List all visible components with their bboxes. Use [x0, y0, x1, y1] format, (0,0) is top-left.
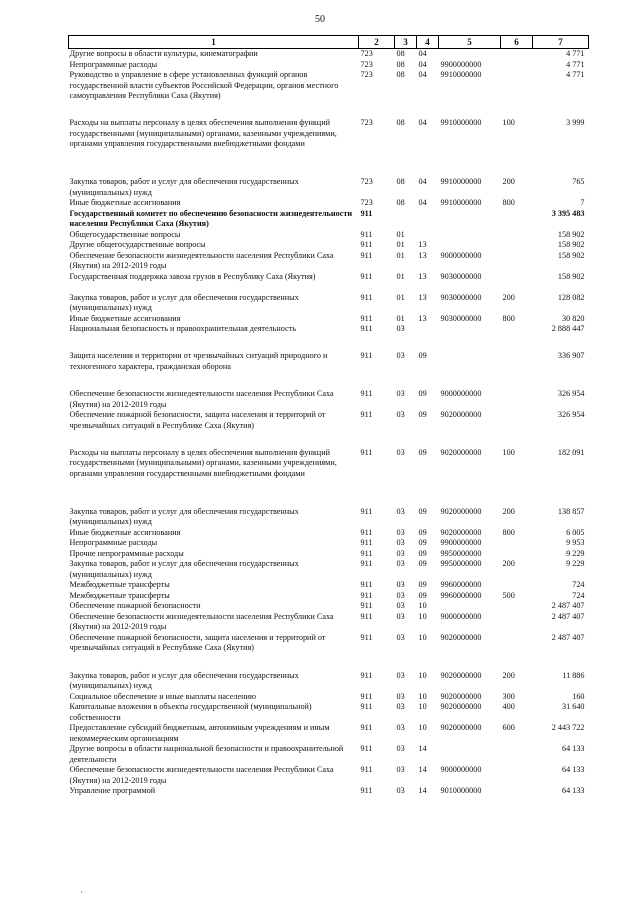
table-row [69, 702, 589, 723]
admin-code-cell: 911 [360, 271, 373, 281]
subsection-code-cell: 14 [418, 744, 427, 754]
target-code-cell: 9910000000 [440, 177, 482, 187]
admin-code-cell: 911 [360, 611, 373, 621]
admin-code-cell: 723 [360, 70, 373, 79]
table-row [69, 507, 589, 528]
expense-type-cell [501, 240, 533, 251]
subsection-code-cell: 14 [418, 786, 427, 796]
target-code-cell [439, 324, 501, 351]
admin-code-cell: 911 [360, 786, 373, 796]
target-code-cell: 9000000000 [440, 765, 482, 775]
expense-type-cell [501, 272, 533, 293]
subsection-code-cell: 09 [418, 538, 427, 548]
section-code-cell: 03 [396, 632, 405, 642]
column-header-2: 2 [359, 36, 395, 49]
amount-cell: 30 820 [561, 313, 585, 323]
table-row [69, 744, 589, 765]
amount-cell: 4 771 [566, 59, 585, 69]
admin-code-cell: 911 [360, 580, 373, 590]
row-name-cell: Непрограммные расходы [69, 538, 158, 548]
target-code-cell: 9900000000 [440, 538, 482, 548]
row-name-cell: Общегосударственные вопросы [69, 229, 181, 239]
expense-type-cell [501, 251, 533, 272]
target-code-cell [439, 351, 501, 389]
subsection-code-cell: 14 [418, 765, 427, 775]
target-code-cell: 9030000000 [440, 313, 482, 323]
admin-code-cell: 911 [360, 702, 373, 712]
subsection-code-cell: 10 [418, 702, 427, 712]
expense-type-cell: 200 [502, 177, 515, 187]
row-name-cell: Предоставление субсидий бюджетным, автономным учреждениям и иным некоммерческим организациям [69, 723, 330, 743]
table-row [69, 351, 589, 389]
admin-code-cell: 911 [360, 765, 373, 775]
amount-cell: 158 902 [557, 271, 585, 281]
expense-type-cell [501, 209, 533, 230]
section-code-cell: 03 [396, 611, 405, 621]
admin-code-cell: 911 [360, 410, 373, 420]
table-row [69, 209, 589, 230]
section-code-cell: 01 [396, 250, 405, 260]
table-row [69, 765, 589, 786]
target-code-cell: 9910000000 [440, 198, 482, 208]
expense-type-cell [501, 324, 533, 351]
admin-code-cell: 911 [360, 447, 373, 457]
row-name-cell: Иные бюджетные ассигнования [69, 527, 181, 537]
section-code-cell: 01 [396, 271, 405, 281]
admin-code-cell: 911 [360, 691, 373, 701]
admin-code-cell: 911 [360, 351, 373, 361]
subsection-code-cell: 04 [418, 118, 427, 128]
target-code-cell: 9000000000 [440, 250, 482, 260]
row-name-cell: Руководство и управление в сфере установленных функций органов государственной власти субъектов Российской Федерации, органов местного самоуправления Республики Саха (Якутия) [69, 70, 339, 100]
section-code-cell: 03 [396, 351, 405, 361]
subsection-code-cell [417, 230, 439, 241]
target-code-cell: 9020000000 [440, 670, 482, 680]
target-code-cell: 9900000000 [440, 59, 482, 69]
expense-type-cell [501, 549, 533, 560]
target-code-cell: 9020000000 [440, 527, 482, 537]
amount-cell: 158 902 [557, 229, 585, 239]
amount-cell: 326 954 [557, 389, 585, 399]
section-code-cell: 03 [396, 538, 405, 548]
expense-type-cell [501, 580, 533, 591]
amount-cell: 4 771 [566, 70, 585, 79]
target-code-cell: 9000000000 [440, 611, 482, 621]
target-code-cell [439, 230, 501, 241]
table-row [69, 240, 589, 251]
section-code-cell: 01 [396, 229, 405, 239]
admin-code-cell: 723 [360, 49, 373, 58]
amount-cell: 158 902 [557, 240, 585, 250]
section-code-cell: 08 [396, 49, 405, 58]
expense-type-cell [501, 351, 533, 389]
amount-cell: 3 395 483 [551, 208, 585, 218]
admin-code-cell: 723 [360, 177, 373, 187]
amount-cell: 64 133 [561, 744, 585, 754]
expense-type-cell [501, 230, 533, 241]
row-name-cell: Управление программой [69, 786, 156, 796]
expense-type-cell: 200 [502, 670, 515, 680]
expense-type-cell: 200 [502, 292, 515, 302]
target-code-cell [439, 601, 501, 612]
expense-type-cell: 300 [502, 691, 515, 701]
subsection-code-cell: 10 [418, 601, 427, 611]
expense-type-cell [501, 786, 533, 797]
table-row [69, 549, 589, 560]
target-code-cell: 9960000000 [440, 580, 482, 590]
amount-cell: 158 902 [557, 250, 585, 260]
row-name-cell: Национальная безопасность и правоохранительная деятельность [69, 324, 297, 334]
expense-type-cell [501, 765, 533, 786]
admin-code-cell: 911 [360, 324, 373, 334]
row-name-cell: Обеспечение пожарной безопасности [69, 601, 201, 611]
amount-cell: 6 005 [566, 527, 585, 537]
target-code-cell: 9960000000 [440, 590, 482, 600]
section-code-cell: 01 [396, 292, 405, 302]
table-row [69, 198, 589, 209]
section-code-cell: 03 [396, 765, 405, 775]
row-name-cell: Обеспечение безопасности жизнедеятельности населения Республики Саха (Якутия) на 2012-2019 годы [69, 389, 334, 409]
amount-cell: 326 954 [557, 410, 585, 420]
target-code-cell: 9020000000 [440, 447, 482, 457]
row-name-cell: Другие вопросы в области культуры, кинематографии [69, 49, 258, 58]
target-code-cell: 9910000000 [440, 70, 482, 79]
admin-code-cell: 911 [360, 208, 373, 218]
subsection-code-cell: 10 [418, 691, 427, 701]
subsection-code-cell: 09 [418, 559, 427, 569]
target-code-cell: 9020000000 [440, 702, 482, 712]
table-row [69, 692, 589, 703]
amount-cell: 7 [580, 198, 585, 208]
admin-code-cell: 911 [360, 601, 373, 611]
section-code-cell: 03 [396, 580, 405, 590]
subsection-code-cell: 10 [418, 632, 427, 642]
expense-type-cell [501, 389, 533, 410]
admin-code-cell: 911 [360, 548, 373, 558]
section-code-cell: 03 [396, 548, 405, 558]
expense-type-cell: 600 [502, 723, 515, 733]
scan-mark: · [80, 888, 83, 897]
amount-cell: 2 487 407 [551, 611, 585, 621]
subsection-code-cell: 09 [418, 447, 427, 457]
amount-cell: 9 953 [566, 538, 585, 548]
amount-cell: 128 082 [557, 292, 585, 302]
admin-code-cell: 911 [360, 723, 373, 733]
section-code-cell: 03 [396, 506, 405, 516]
row-name-cell: Обеспечение безопасности жизнедеятельности населения Республики Саха (Якутия) на 2012-2019 годы [69, 611, 334, 632]
row-name-cell: Расходы на выплаты персоналу в целях обеспечения выполнения функций государственными (муниципальными) органами, казенными учреждениями, органами управления государственными внебюджетными фондами [69, 447, 337, 478]
table-row [69, 559, 589, 580]
amount-cell: 2 487 407 [551, 601, 585, 611]
table-row [69, 251, 589, 272]
table-row [69, 601, 589, 612]
expense-type-cell [501, 612, 533, 633]
admin-code-cell: 911 [360, 527, 373, 537]
table-row [69, 60, 589, 71]
target-code-cell: 9950000000 [440, 548, 482, 558]
column-header-5: 5 [439, 36, 501, 49]
table-row [69, 230, 589, 241]
section-code-cell: 03 [396, 786, 405, 796]
subsection-code-cell: 13 [418, 292, 427, 302]
table-row [69, 448, 589, 507]
table-row [69, 528, 589, 539]
amount-cell: 182 091 [557, 447, 585, 457]
target-code-cell [439, 49, 501, 60]
row-name-cell: Прочие непрограммные расходы [69, 548, 184, 558]
subsection-code-cell: 09 [418, 351, 427, 361]
admin-code-cell: 911 [360, 506, 373, 516]
row-name-cell: Закупка товаров, работ и услуг для обеспечения государственных (муниципальных) нужд [69, 292, 299, 313]
section-code-cell: 08 [396, 70, 405, 79]
amount-cell: 9 229 [566, 559, 585, 569]
expense-type-cell [501, 410, 533, 448]
expense-type-cell [501, 538, 533, 549]
column-header-4: 4 [417, 36, 439, 49]
section-code-cell: 08 [396, 118, 405, 128]
admin-code-cell: 723 [360, 198, 373, 208]
amount-cell: 336 907 [557, 351, 585, 361]
row-name-cell: Иные бюджетные ассигнования [69, 198, 181, 208]
subsection-code-cell: 13 [418, 250, 427, 260]
table-row [69, 324, 589, 351]
admin-code-cell: 911 [360, 559, 373, 569]
target-code-cell [439, 209, 501, 230]
table-row [69, 786, 589, 797]
amount-cell: 4 771 [566, 49, 585, 58]
table-row [69, 538, 589, 549]
subsection-code-cell: 10 [418, 670, 427, 680]
section-code-cell: 03 [396, 670, 405, 680]
section-code-cell: 03 [396, 723, 405, 733]
row-name-cell: Межбюджетные трансферты [69, 580, 170, 590]
target-code-cell: 9020000000 [440, 410, 482, 420]
budget-table [68, 35, 589, 797]
target-code-cell: 9020000000 [440, 506, 482, 516]
amount-cell: 64 133 [561, 786, 585, 796]
amount-cell: 3 999 [566, 118, 585, 128]
target-code-cell: 9950000000 [440, 559, 482, 569]
expense-type-cell: 800 [502, 313, 515, 323]
row-name-cell: Иные бюджетные ассигнования [69, 313, 181, 323]
row-name-cell: Непрограммные расходы [69, 59, 158, 69]
table-body [69, 49, 589, 797]
expense-type-cell [501, 60, 533, 71]
admin-code-cell: 911 [360, 670, 373, 680]
row-name-cell: Расходы на выплаты персоналу в целях обеспечения выполнения функций государственными (муниципальными) органами, казенными учреждениями, органами управления государственными внебюджетными фондами [69, 118, 337, 149]
target-code-cell: 9020000000 [440, 691, 482, 701]
expense-type-cell [501, 633, 533, 671]
subsection-code-cell: 10 [418, 723, 427, 733]
subsection-code-cell: 09 [418, 527, 427, 537]
target-code-cell: 9010000000 [440, 786, 482, 796]
column-header-1: 1 [69, 36, 359, 49]
section-code-cell: 03 [396, 702, 405, 712]
table-row [69, 272, 589, 293]
row-name-cell: Межбюджетные трансферты [69, 590, 170, 600]
row-name-cell: Капитальные вложения в объекты государственной (муниципальной) собственности [69, 702, 312, 722]
subsection-code-cell: 13 [418, 271, 427, 281]
row-name-cell: Другие общегосударственные вопросы [69, 240, 206, 250]
row-name-cell: Закупка товаров, работ и услуг для обеспечения государственных (муниципальных) нужд [69, 559, 299, 579]
row-name-cell: Защита населения и территории от чрезвычайных ситуаций природного и техногенного характера, гражданская оборона [69, 351, 328, 371]
table-row [69, 591, 589, 602]
target-code-cell [439, 240, 501, 251]
subsection-code-cell: 04 [418, 49, 427, 58]
table-row [69, 118, 589, 177]
amount-cell: 2 443 722 [551, 723, 585, 733]
row-name-cell: Социальное обеспечение и иные выплаты населению [69, 691, 256, 701]
section-code-cell: 03 [396, 389, 405, 399]
amount-cell: 9 229 [566, 548, 585, 558]
admin-code-cell: 911 [360, 292, 373, 302]
subsection-code-cell: 04 [418, 70, 427, 79]
admin-code-cell: 911 [360, 240, 373, 250]
admin-code-cell: 911 [360, 313, 373, 323]
row-name-cell: Другие вопросы в области национальной безопасности и правоохранительной деятельности [69, 744, 344, 764]
section-code-cell: 03 [396, 559, 405, 569]
admin-code-cell: 723 [360, 59, 373, 69]
target-code-cell: 9030000000 [440, 292, 482, 302]
admin-code-cell: 911 [360, 250, 373, 260]
subsection-code-cell [417, 324, 439, 351]
target-code-cell: 9030000000 [440, 271, 482, 281]
amount-cell: 138 857 [557, 506, 585, 516]
row-name-cell: Обеспечение безопасности жизнедеятельности населения Республики Саха (Якутия) на 2012-2019 годы [69, 765, 334, 785]
subsection-code-cell: 04 [418, 198, 427, 208]
amount-cell: 11 886 [562, 670, 585, 680]
table-row [69, 612, 589, 633]
subsection-code-cell: 13 [418, 313, 427, 323]
expense-type-cell: 200 [502, 559, 515, 569]
amount-cell: 31 640 [561, 702, 585, 712]
target-code-cell: 9020000000 [440, 723, 482, 733]
section-code-cell: 03 [396, 744, 405, 754]
subsection-code-cell: 09 [418, 410, 427, 420]
table-header-row [69, 36, 589, 49]
expense-type-cell [501, 744, 533, 765]
section-code-cell: 08 [396, 59, 405, 69]
row-name-cell: Обеспечение пожарной безопасности, защита населения и территорий от чрезвычайных ситуаций в Республике Саха (Якутия) [69, 410, 326, 430]
amount-cell: 2 888 447 [551, 324, 585, 334]
subsection-code-cell: 09 [418, 506, 427, 516]
expense-type-cell [501, 601, 533, 612]
table-row [69, 70, 589, 118]
row-name-cell: Государственная поддержка завоза грузов в Республику Саха (Якутия) [69, 271, 316, 281]
subsection-code-cell: 13 [418, 240, 427, 250]
target-code-cell: 9000000000 [440, 389, 482, 399]
subsection-code-cell: 09 [418, 389, 427, 399]
row-name-cell: Закупка товаров, работ и услуг для обеспечения государственных (муниципальных) нужд [69, 177, 299, 197]
table-row [69, 671, 589, 692]
target-code-cell: 9910000000 [440, 118, 482, 128]
column-header-7: 7 [533, 36, 589, 49]
amount-cell: 160 [572, 691, 585, 701]
section-code-cell: 08 [396, 198, 405, 208]
row-name-cell: Обеспечение безопасности жизнедеятельности населения Республики Саха (Якутия) на 2012-2019 годы [69, 250, 334, 271]
admin-code-cell: 911 [360, 744, 373, 754]
section-code-cell: 03 [396, 410, 405, 420]
amount-cell: 724 [572, 590, 585, 600]
column-header-6: 6 [501, 36, 533, 49]
subsection-code-cell: 09 [418, 580, 427, 590]
subsection-code-cell: 09 [418, 548, 427, 558]
amount-cell: 765 [572, 177, 585, 187]
expense-type-cell: 800 [502, 527, 515, 537]
section-code-cell: 03 [396, 691, 405, 701]
expense-type-cell: 500 [502, 590, 515, 600]
table-row [69, 410, 589, 448]
admin-code-cell: 911 [360, 538, 373, 548]
table-row [69, 580, 589, 591]
section-code-cell: 01 [396, 240, 405, 250]
amount-cell: 2 487 407 [551, 632, 585, 642]
table-row [69, 723, 589, 744]
section-code-cell: 03 [396, 527, 405, 537]
expense-type-cell: 800 [502, 198, 515, 208]
row-name-cell: Закупка товаров, работ и услуг для обеспечения государственных (муниципальных) нужд [69, 506, 299, 527]
row-name-cell: Закупка товаров, работ и услуг для обеспечения государственных (муниципальных) нужд [69, 670, 299, 691]
table-row [69, 293, 589, 314]
expense-type-cell [501, 70, 533, 118]
table-row [69, 389, 589, 410]
row-name-cell: Обеспечение пожарной безопасности, защита населения и территорий от чрезвычайных ситуаций в Республике Саха (Якутия) [69, 632, 326, 653]
section-code-cell: 03 [396, 601, 405, 611]
section-code-cell: 03 [396, 590, 405, 600]
admin-code-cell: 723 [360, 118, 373, 128]
section-code-cell: 01 [396, 313, 405, 323]
column-header-3: 3 [395, 36, 417, 49]
table-row [69, 314, 589, 325]
subsection-code-cell: 09 [418, 590, 427, 600]
expense-type-cell: 100 [502, 447, 515, 457]
subsection-code-cell: 04 [418, 59, 427, 69]
target-code-cell [439, 744, 501, 765]
section-code-cell: 03 [396, 447, 405, 457]
expense-type-cell: 200 [502, 506, 515, 516]
table-row [69, 177, 589, 198]
expense-type-cell: 400 [502, 702, 515, 712]
admin-code-cell: 911 [360, 389, 373, 399]
amount-cell: 724 [572, 580, 585, 590]
expense-type-cell: 100 [502, 118, 515, 128]
admin-code-cell: 911 [360, 590, 373, 600]
table-row [69, 633, 589, 671]
target-code-cell: 9020000000 [440, 632, 482, 642]
amount-cell: 64 133 [561, 765, 585, 775]
admin-code-cell: 911 [360, 632, 373, 642]
expense-type-cell [501, 49, 533, 60]
section-code-cell [395, 209, 417, 230]
page-number: 50 [315, 14, 325, 25]
subsection-code-cell: 10 [418, 611, 427, 621]
section-code-cell: 08 [396, 177, 405, 187]
subsection-code-cell: 04 [418, 177, 427, 187]
section-code-cell: 03 [396, 324, 405, 334]
subsection-code-cell [417, 209, 439, 230]
table-row [69, 49, 589, 60]
budget-table-container [68, 35, 588, 797]
admin-code-cell: 911 [360, 229, 373, 239]
row-name-cell: Государственный комитет по обеспечению безопасности жизнедеятельности населения Республики Саха (Якутия) [69, 208, 353, 229]
